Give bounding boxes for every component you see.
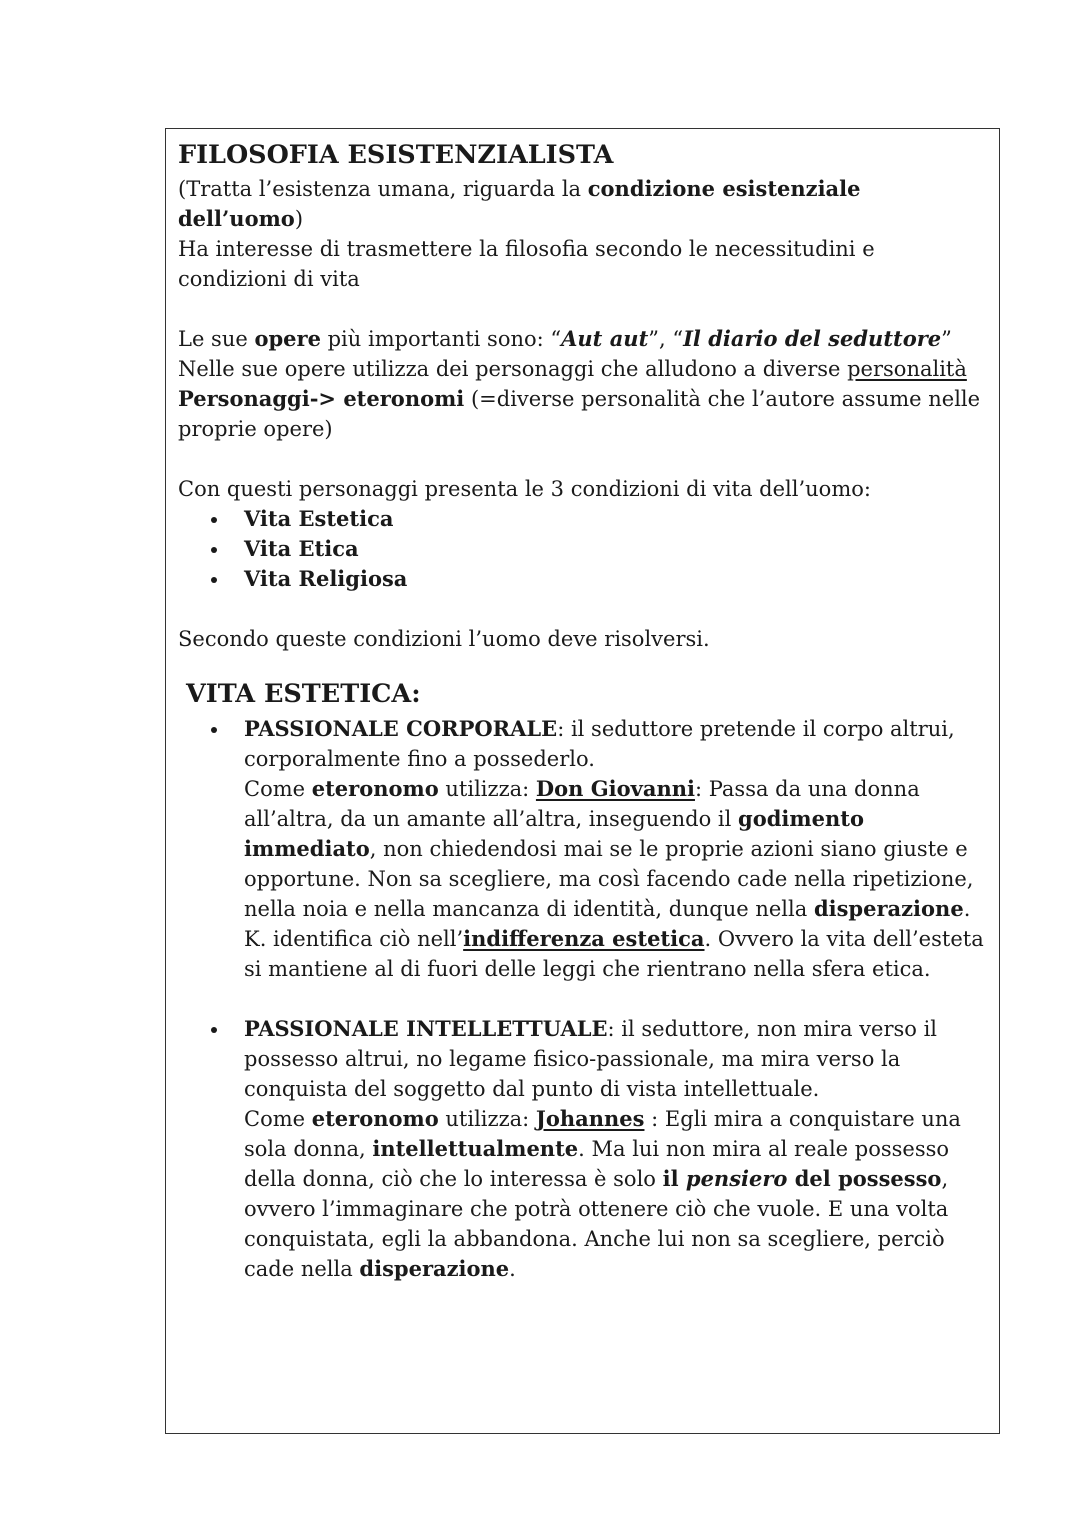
intro-parenthetical: (Tratta l’esistenza umana, riguarda la condizione esistenziale dell’uomo) (178, 176, 861, 231)
opere-term: opere (254, 326, 321, 351)
spacer (178, 594, 988, 624)
johannes-name: Johannes (535, 1106, 645, 1131)
eteronomi-term: Personaggi-> eteronomi (178, 386, 465, 411)
intro-interest: Ha interesse di trasmettere la filosofia secondo le necessitudini e condizioni di vita (178, 237, 875, 291)
spacer (178, 294, 988, 324)
vita-estetica-heading: VITA ESTETICA: (186, 679, 421, 709)
passionale-corporale-label: PASSIONALE CORPORALE (244, 716, 558, 741)
passionale-corporale-item: PASSIONALE CORPORALE: il seduttore pretende il corpo altrui, corporalmente fino a possederlo. Come eteronomo utilizza: Don Giovanni: Passa da una donna all’altra, da un amante all’altra, inseguendo il godimento immediato, non chiedendosi mai se le proprie azioni siano giuste e opportune. Non sa scegliere, ma così facendo cade nella ripetizione, nella noia e nella mancanza di identità, dunque nella disperazione. K. identifica ciò nell’indifferenza estetica. Ovvero la vita dell’esteta si mantiene al di fuori delle leggi che rientrano nella sfera etica. (178, 714, 988, 984)
existential-condition-term: condizione esistenziale dell’uomo (178, 176, 861, 231)
document-content (178, 136, 988, 1284)
conditions-conclusion: Secondo queste condizioni l’uomo deve risolversi. (178, 627, 710, 651)
conditions-list (178, 504, 988, 594)
spacer (178, 654, 988, 676)
passionale-intellettuale-item: PASSIONALE INTELLETTUALE: il seduttore, non mira verso il possesso altrui, no legame fisico-passionale, ma mira verso la conquista del soggetto dal punto di vista intellettuale. Come eteronomo utilizza: Johannes : Egli mira a conquistare una sola donna, intellettualmente. Ma lui non mira al reale possesso della donna, ciò che lo interessa è solo il pensiero del possesso, ovvero l’immaginare che potrà ottenere ciò che vuole. E una volta conquistata, egli la abbandona. Anche lui non sa scegliere, perciò cade nella disperazione. (178, 1014, 988, 1284)
list-item: Vita Estetica (178, 504, 988, 534)
eteronomi-line: Personaggi-> eteronomi (=diverse personalità che l’autore assume nelle proprie opere) (178, 386, 981, 441)
characters-line: Nelle sue opere utilizza dei personaggi che alludono a diverse personalità (178, 357, 967, 381)
passionale-intellettuale-label: PASSIONALE INTELLETTUALE (244, 1016, 608, 1041)
spacer (178, 444, 988, 474)
works-line: Le sue opere più importanti sono: “Aut aut”, “Il diario del seduttore” (178, 326, 952, 351)
personalita-term: personalità (847, 357, 967, 381)
work-diario-del-seduttore: Il diario del seduttore (683, 326, 942, 351)
document-title: FILOSOFIA ESISTENZIALISTA (178, 140, 614, 170)
list-item: Vita Religiosa (178, 564, 988, 594)
conditions-intro: Con questi personaggi presenta le 3 condizioni di vita dell’uomo: (178, 477, 871, 501)
don-giovanni-name: Don Giovanni (535, 776, 695, 801)
vita-estetica-list (178, 714, 988, 1284)
indifferenza-estetica-term: indifferenza estetica (463, 926, 705, 951)
list-item: Vita Etica (178, 534, 988, 564)
work-aut-aut: Aut aut (561, 326, 649, 351)
